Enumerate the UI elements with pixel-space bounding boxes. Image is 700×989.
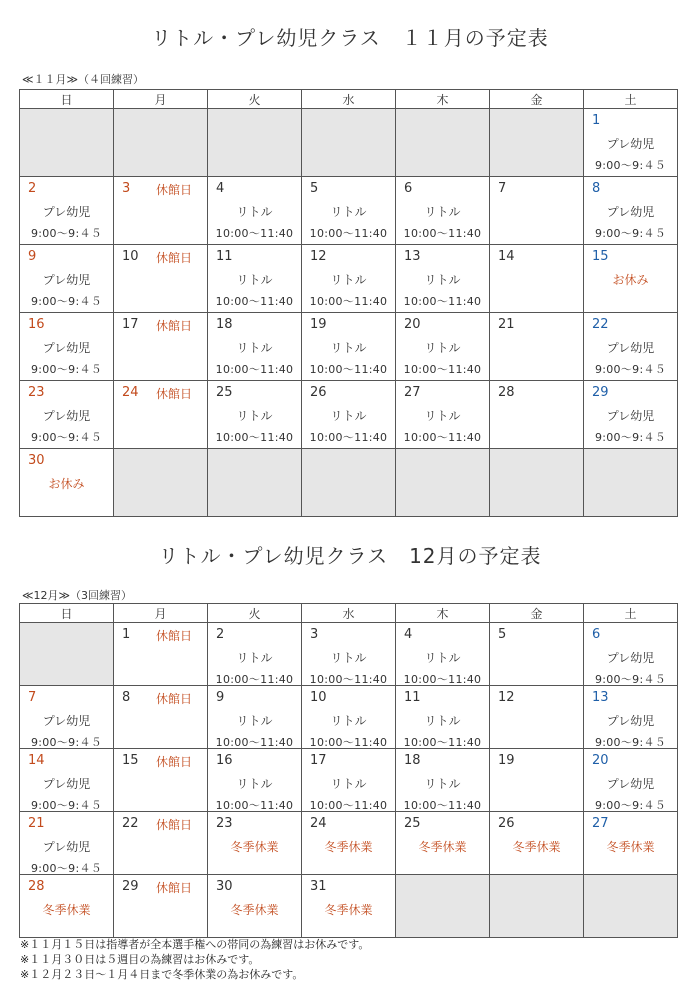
weekday-header: 金 xyxy=(490,90,584,109)
weekday-header: 月 xyxy=(114,604,208,623)
class-label: プレ幼児 xyxy=(42,777,91,791)
class-label: 冬季休業 xyxy=(512,840,561,854)
class-label: リトル xyxy=(330,714,367,728)
class-label: 冬季休業 xyxy=(42,903,91,917)
weekday-header: 木 xyxy=(396,604,490,623)
day-number: 29 xyxy=(592,385,609,400)
day-number: 4 xyxy=(404,627,413,642)
day-cell xyxy=(20,313,114,381)
class-time: 10:00～11:40 xyxy=(403,363,482,376)
class-time: 10:00～11:40 xyxy=(403,736,482,749)
empty-day-cell xyxy=(20,623,114,686)
weekday-header: 火 xyxy=(208,604,302,623)
day-cell xyxy=(396,812,490,875)
december-subtitle: ≪12月≫（3回練習） xyxy=(22,589,133,602)
day-cell xyxy=(490,381,584,449)
class-time: 9:00～9:４５ xyxy=(594,799,667,812)
class-label: プレ幼児 xyxy=(42,409,91,423)
day-cell xyxy=(584,686,678,749)
november-subtitle: ≪１１月≫（４回練習） xyxy=(22,73,145,86)
class-time: 10:00～11:40 xyxy=(215,227,294,240)
day-cell xyxy=(302,381,396,449)
day-cell xyxy=(302,245,396,313)
day-cell xyxy=(490,812,584,875)
day-number: 5 xyxy=(498,627,507,642)
day-cell xyxy=(584,177,678,245)
day-cell xyxy=(114,623,208,686)
day-number: 21 xyxy=(498,317,515,332)
day-cell xyxy=(114,313,208,381)
day-cell xyxy=(584,313,678,381)
class-label: リトル xyxy=(236,777,273,791)
class-time: 9:00～9:４５ xyxy=(30,736,103,749)
weekday-header: 火 xyxy=(208,90,302,109)
day-number: 1 xyxy=(592,113,601,128)
weekday-header: 日 xyxy=(20,604,114,623)
class-label: 冬季休業 xyxy=(230,840,279,854)
day-number: 8 xyxy=(592,181,601,196)
day-cell xyxy=(584,245,678,313)
day-cell xyxy=(114,381,208,449)
empty-day-cell xyxy=(584,875,678,938)
weekday-header: 日 xyxy=(20,90,114,109)
day-cell xyxy=(302,686,396,749)
class-time: 10:00～11:40 xyxy=(403,673,482,686)
day-cell xyxy=(396,749,490,812)
closed-day-label: 休館日 xyxy=(156,319,193,333)
class-time: 10:00～11:40 xyxy=(215,295,294,308)
day-cell xyxy=(20,449,114,517)
class-time: 9:00～9:４５ xyxy=(594,363,667,376)
day-number: 30 xyxy=(28,453,45,468)
day-number: 10 xyxy=(310,690,327,705)
empty-day-cell xyxy=(396,449,490,517)
day-cell xyxy=(208,623,302,686)
day-number: 30 xyxy=(216,879,233,894)
weekday-header: 水 xyxy=(302,90,396,109)
day-number: 26 xyxy=(310,385,327,400)
day-cell xyxy=(208,313,302,381)
day-cell xyxy=(490,686,584,749)
class-time: 9:00～9:４５ xyxy=(594,431,667,444)
class-label: リトル xyxy=(424,714,461,728)
class-label: お休み xyxy=(612,273,649,287)
day-cell xyxy=(396,177,490,245)
closed-day-label: 休館日 xyxy=(156,881,193,895)
day-number: 22 xyxy=(592,317,609,332)
day-number: 18 xyxy=(216,317,233,332)
class-label: リトル xyxy=(424,651,461,665)
empty-day-cell xyxy=(114,109,208,177)
day-number: 15 xyxy=(122,753,139,768)
class-time: 9:00～9:４５ xyxy=(30,862,103,875)
class-label: リトル xyxy=(330,651,367,665)
empty-day-cell xyxy=(584,449,678,517)
day-number: 14 xyxy=(498,249,515,264)
day-number: 12 xyxy=(498,690,515,705)
class-label: リトル xyxy=(236,651,273,665)
day-number: 27 xyxy=(404,385,421,400)
note-1: ※１１月１５日は指導者が全本選手権への帯同の為練習はお休みです。 xyxy=(20,938,370,951)
day-cell xyxy=(114,875,208,938)
day-number: 3 xyxy=(310,627,319,642)
day-number: 23 xyxy=(28,385,45,400)
class-label: 冬季休業 xyxy=(418,840,467,854)
class-label: 冬季休業 xyxy=(324,840,373,854)
day-number: 20 xyxy=(592,753,609,768)
day-cell xyxy=(302,313,396,381)
class-label: プレ幼児 xyxy=(42,341,91,355)
weekday-header: 金 xyxy=(490,604,584,623)
class-label: リトル xyxy=(330,341,367,355)
november-title: リトル・プレ幼児クラス １１月の予定表 xyxy=(151,26,549,50)
day-cell xyxy=(490,313,584,381)
day-cell xyxy=(302,812,396,875)
class-label: プレ幼児 xyxy=(42,840,91,854)
note-2: ※１１月３０日は５週目の為練習はお休みです。 xyxy=(20,953,260,966)
day-number: 1 xyxy=(122,627,131,642)
day-cell xyxy=(490,623,584,686)
day-cell xyxy=(114,686,208,749)
day-number: 5 xyxy=(310,181,319,196)
class-time: 9:00～9:４５ xyxy=(30,431,103,444)
note-3: ※１２月２３日～１月４日まで冬季休業の為お休みです。 xyxy=(20,968,304,981)
day-number: 12 xyxy=(310,249,327,264)
day-number: 28 xyxy=(498,385,515,400)
class-label: プレ幼児 xyxy=(606,651,655,665)
class-label: リトル xyxy=(236,205,273,219)
day-cell xyxy=(208,177,302,245)
december-calendar xyxy=(19,603,678,938)
day-cell xyxy=(584,812,678,875)
november-calendar xyxy=(19,89,678,517)
class-label: リトル xyxy=(236,341,273,355)
day-number: 4 xyxy=(216,181,225,196)
day-cell xyxy=(20,686,114,749)
day-number: 7 xyxy=(498,181,507,196)
day-number: 7 xyxy=(28,690,37,705)
class-time: 9:00～9:４５ xyxy=(30,227,103,240)
day-cell xyxy=(20,245,114,313)
day-number: 18 xyxy=(404,753,421,768)
day-number: 24 xyxy=(310,816,327,831)
day-cell xyxy=(396,313,490,381)
class-time: 10:00～11:40 xyxy=(309,673,388,686)
day-cell xyxy=(584,749,678,812)
weekday-header: 月 xyxy=(114,90,208,109)
closed-day-label: 休館日 xyxy=(156,629,193,643)
december-title: リトル・プレ幼児クラス 12月の予定表 xyxy=(158,544,542,568)
day-cell xyxy=(490,749,584,812)
day-cell xyxy=(584,381,678,449)
class-time: 9:00～9:４５ xyxy=(30,363,103,376)
day-number: 22 xyxy=(122,816,139,831)
day-cell xyxy=(396,245,490,313)
day-cell xyxy=(114,245,208,313)
day-number: 19 xyxy=(310,317,327,332)
day-number: 25 xyxy=(404,816,421,831)
day-cell xyxy=(208,686,302,749)
class-label: リトル xyxy=(424,205,461,219)
weekday-header: 木 xyxy=(396,90,490,109)
class-label: リトル xyxy=(424,409,461,423)
day-number: 6 xyxy=(592,627,601,642)
day-cell xyxy=(114,749,208,812)
class-time: 10:00～11:40 xyxy=(215,673,294,686)
class-time: 10:00～11:40 xyxy=(215,799,294,812)
day-number: 27 xyxy=(592,816,609,831)
class-label: プレ幼児 xyxy=(606,777,655,791)
day-number: 24 xyxy=(122,385,139,400)
class-time: 10:00～11:40 xyxy=(309,363,388,376)
day-cell xyxy=(20,875,114,938)
day-cell xyxy=(490,245,584,313)
day-cell xyxy=(208,875,302,938)
day-number: 19 xyxy=(498,753,515,768)
class-time: 10:00～11:40 xyxy=(403,431,482,444)
day-number: 16 xyxy=(216,753,233,768)
class-label: プレ幼児 xyxy=(42,714,91,728)
day-number: 13 xyxy=(592,690,609,705)
day-number: 17 xyxy=(310,753,327,768)
day-cell xyxy=(396,381,490,449)
class-label: プレ幼児 xyxy=(42,205,91,219)
day-cell xyxy=(490,177,584,245)
weekday-header: 水 xyxy=(302,604,396,623)
day-number: 2 xyxy=(28,181,37,196)
empty-day-cell xyxy=(396,875,490,938)
empty-day-cell xyxy=(114,449,208,517)
day-number: 2 xyxy=(216,627,225,642)
closed-day-label: 休館日 xyxy=(156,692,193,706)
empty-day-cell xyxy=(490,109,584,177)
empty-day-cell xyxy=(396,109,490,177)
weekday-header: 土 xyxy=(584,604,678,623)
day-number: 23 xyxy=(216,816,233,831)
closed-day-label: 休館日 xyxy=(156,251,193,265)
closed-day-label: 休館日 xyxy=(156,818,193,832)
class-label: リトル xyxy=(330,273,367,287)
day-number: 11 xyxy=(404,690,421,705)
day-number: 20 xyxy=(404,317,421,332)
day-number: 31 xyxy=(310,879,327,894)
class-time: 10:00～11:40 xyxy=(215,363,294,376)
class-time: 9:00～9:４５ xyxy=(594,159,667,172)
class-label: プレ幼児 xyxy=(606,205,655,219)
class-time: 10:00～11:40 xyxy=(309,295,388,308)
class-label: プレ幼児 xyxy=(606,137,655,151)
day-cell xyxy=(396,686,490,749)
class-label: リトル xyxy=(424,273,461,287)
day-number: 6 xyxy=(404,181,413,196)
class-time: 9:00～9:４５ xyxy=(30,295,103,308)
empty-day-cell xyxy=(302,449,396,517)
closed-day-label: 休館日 xyxy=(156,387,193,401)
day-cell xyxy=(20,812,114,875)
day-cell xyxy=(20,749,114,812)
class-label: リトル xyxy=(236,273,273,287)
class-label: 冬季休業 xyxy=(324,903,373,917)
class-time: 9:00～9:４５ xyxy=(594,227,667,240)
day-cell xyxy=(20,177,114,245)
day-number: 21 xyxy=(28,816,45,831)
day-cell xyxy=(114,812,208,875)
day-number: 11 xyxy=(216,249,233,264)
weekday-header: 土 xyxy=(584,90,678,109)
day-number: 8 xyxy=(122,690,131,705)
day-number: 16 xyxy=(28,317,45,332)
day-number: 9 xyxy=(28,249,37,264)
class-time: 10:00～11:40 xyxy=(309,799,388,812)
class-label: リトル xyxy=(424,341,461,355)
empty-day-cell xyxy=(208,109,302,177)
class-time: 10:00～11:40 xyxy=(403,227,482,240)
class-label: 冬季休業 xyxy=(230,903,279,917)
day-cell xyxy=(302,749,396,812)
day-number: 10 xyxy=(122,249,139,264)
day-number: 14 xyxy=(28,753,45,768)
closed-day-label: 休館日 xyxy=(156,755,193,769)
empty-day-cell xyxy=(490,875,584,938)
class-time: 10:00～11:40 xyxy=(403,295,482,308)
class-label: リトル xyxy=(330,409,367,423)
class-label: リトル xyxy=(424,777,461,791)
class-label: お休み xyxy=(48,477,85,491)
closed-day-label: 休館日 xyxy=(156,183,193,197)
day-number: 25 xyxy=(216,385,233,400)
day-cell xyxy=(396,623,490,686)
class-label: リトル xyxy=(330,205,367,219)
class-time: 9:00～9:４５ xyxy=(30,799,103,812)
class-label: プレ幼児 xyxy=(606,409,655,423)
class-label: リトル xyxy=(236,409,273,423)
day-number: 17 xyxy=(122,317,139,332)
day-cell xyxy=(584,623,678,686)
empty-day-cell xyxy=(490,449,584,517)
class-time: 10:00～11:40 xyxy=(403,799,482,812)
day-number: 9 xyxy=(216,690,225,705)
class-time: 9:00～9:４５ xyxy=(594,673,667,686)
day-cell xyxy=(20,381,114,449)
day-number: 28 xyxy=(28,879,45,894)
class-time: 10:00～11:40 xyxy=(309,227,388,240)
day-cell xyxy=(302,177,396,245)
class-time: 10:00～11:40 xyxy=(215,736,294,749)
class-time: 10:00～11:40 xyxy=(309,736,388,749)
class-time: 10:00～11:40 xyxy=(309,431,388,444)
class-label: プレ幼児 xyxy=(42,273,91,287)
empty-day-cell xyxy=(20,109,114,177)
class-label: 冬季休業 xyxy=(606,840,655,854)
notes xyxy=(20,937,369,982)
day-cell xyxy=(114,177,208,245)
day-cell xyxy=(302,875,396,938)
class-label: リトル xyxy=(330,777,367,791)
day-number: 13 xyxy=(404,249,421,264)
day-number: 15 xyxy=(592,249,609,264)
empty-day-cell xyxy=(208,449,302,517)
day-cell xyxy=(208,245,302,313)
empty-day-cell xyxy=(302,109,396,177)
class-time: 10:00～11:40 xyxy=(215,431,294,444)
day-cell xyxy=(584,109,678,177)
class-time: 9:00～9:４５ xyxy=(594,736,667,749)
class-label: プレ幼児 xyxy=(606,714,655,728)
day-cell xyxy=(302,623,396,686)
class-label: リトル xyxy=(236,714,273,728)
day-number: 26 xyxy=(498,816,515,831)
day-number: 3 xyxy=(122,181,131,196)
day-cell xyxy=(208,749,302,812)
day-cell xyxy=(208,381,302,449)
day-cell xyxy=(208,812,302,875)
class-label: プレ幼児 xyxy=(606,341,655,355)
day-number: 29 xyxy=(122,879,139,894)
